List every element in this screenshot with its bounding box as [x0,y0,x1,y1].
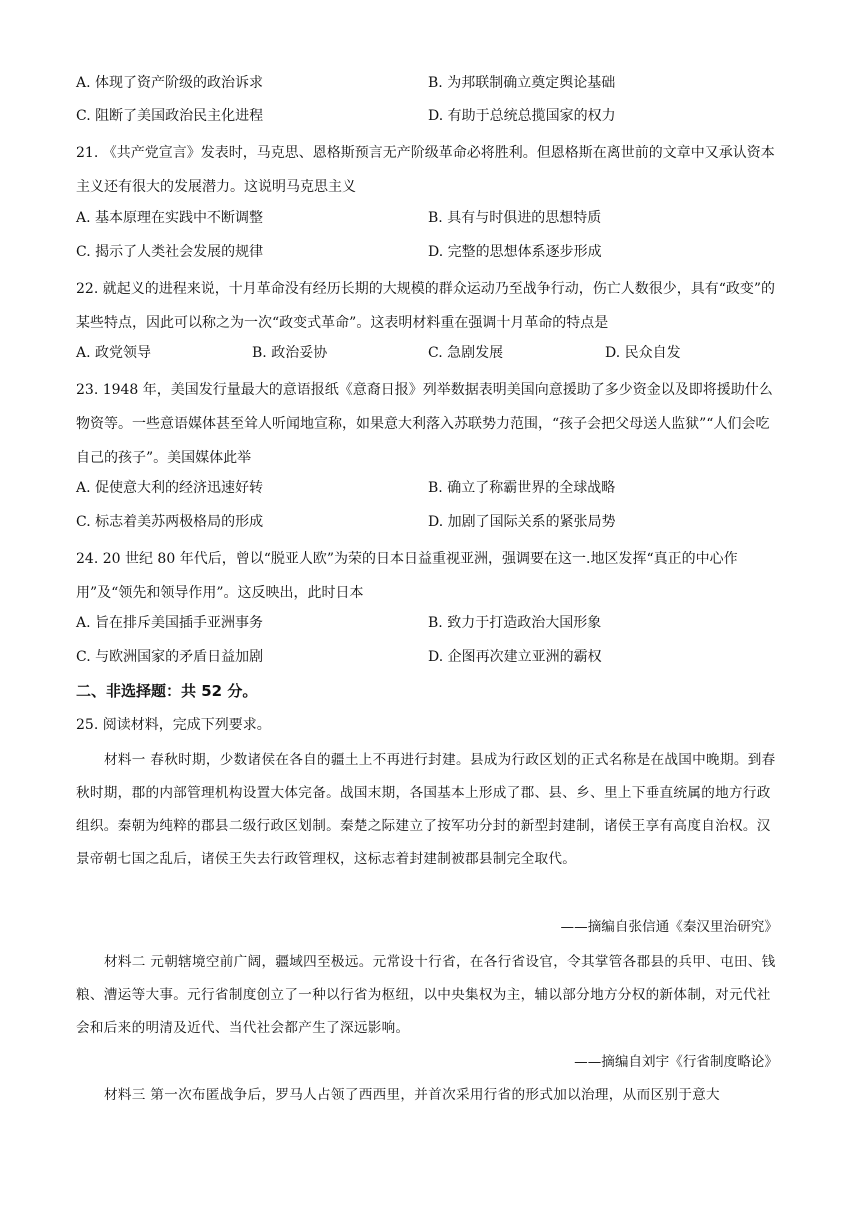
q23-stem: 23. 1948 年，美国发行量最大的意语报纸《意裔日报》列举数据表明美国向意援助了多少资金以及即将援助什么物资等。一些意语媒体甚至耸人听闻地宣称，如果意大利落入苏联势力范围，“孩子会把父母送人监狱”“人们会吃自己的孩子”。美国媒体此举 [76,382,773,466]
q25-material-3: 材料三 第一次布匿战争后，罗马人占领了西西里，并首次采用行省的形式加以治理，从而区别于意大 [104,1087,720,1103]
q25-source-2: ——摘编自刘宇《行省制度略论》 [574,1054,778,1070]
q24-options-row-1 [76,613,776,633]
q21-options-row-2 [76,242,776,262]
q24-options-row-2 [76,647,776,667]
q24-option-a[interactable]: A. 旨在排斥美国插手亚洲事务 [76,615,264,631]
q23-options-row-2 [76,512,776,532]
q24-option-d[interactable]: D. 企图再次建立亚洲的霸权 [428,649,602,665]
q25-material-1: 材料一 春秋时期，少数诸侯在各自的疆土上不再进行封建。县成为行政区划的正式名称是在战国中晚期。到春秋时期，郡的内部管理机构设置大体完备。战国末期，各国基本上形成了郡、县、乡、里上下垂直统属的地方行政组织。秦朝为纯粹的郡县二级行政区划制。秦楚之际建立了按军功分封的新型封建制，诸侯王享有高度自治权。汉景帝朝七国之乱后，诸侯王失去行政管理权，这标志着封建制被郡县制完全取代。 [76,752,776,867]
q20-option-a[interactable]: A. 体现了资产阶级的政治诉求 [76,75,264,91]
q24-option-b[interactable]: B. 致力于打造政治大国形象 [428,615,602,631]
q22-option-a[interactable]: A. 政党领导 [76,345,152,361]
q23-option-b[interactable]: B. 确立了称霸世界的全球战略 [428,480,616,496]
q21-option-b[interactable]: B. 具有与时俱进的思想特质 [428,210,602,226]
q20-option-c[interactable]: C. 阻断了美国政治民主化进程 [76,108,264,124]
q22-stem: 22. 就起义的进程来说，十月革命没有经历长期的大规模的群众运动乃至战争行动，伤亡人数很少，具有“政变”的某些特点，因此可以称之为一次“政变式革命”。这表明材料重在强调十月革命的特点是 [76,281,776,331]
q23-option-a[interactable]: A. 促使意大利的经济迅速好转 [76,480,264,496]
q25-material-2: 材料二 元朝辖境空前广阔，疆域四至极远。元常设十行省，在各行省设官，令其掌管各郡县的兵甲、屯田、钱粮、漕运等大事。元行省制度创立了一种以行省为枢纽，以中央集权为主，辅以部分地方分权的新体制，对元代社会和后来的明清及近代、当代社会都产生了深远影响。 [76,954,776,1036]
q24-stem: 24. 20 世纪 80 年代后，曾以“脱亚人欧”为荣的日本日益重视亚洲，强调要在这一.地区发挥“真正的中心作用”及“领先和领导作用”。这反映出，此时日本 [76,551,738,601]
q22-option-d[interactable]: D. 民众自发 [605,345,681,361]
q23-option-c[interactable]: C. 标志着美苏两极格局的形成 [76,514,264,530]
q20-options-row-2 [76,106,776,126]
q21-option-d[interactable]: D. 完整的思想体系逐步形成 [428,244,602,260]
q21-stem: 21. 《共产党宣言》发表时，马克思、恩格斯预言无产阶级革命必将胜利。但恩格斯在离世前的文章中又承认资本主义还有很大的发展潜力。这说明马克思主义 [76,145,775,195]
q24-option-c[interactable]: C. 与欧洲国家的矛盾日益加剧 [76,649,264,665]
q21-option-c[interactable]: C. 揭示了人类社会发展的规律 [76,244,264,260]
q23-options-row-1 [76,478,776,498]
q20-options-row-1 [76,73,776,93]
q22-option-b[interactable]: B. 政治妥协 [252,345,328,361]
q21-option-a[interactable]: A. 基本原理在实践中不断调整 [76,210,264,226]
q21-options-row-1 [76,208,776,228]
q20-option-d[interactable]: D. 有助于总统总揽国家的权力 [428,108,616,124]
q25-source-1: ——摘编自张信通《秦汉里治研究》 [560,919,778,935]
q25-stem: 25. 阅读材料，完成下列要求。 [76,717,271,733]
q22-options-row [76,343,776,363]
q20-option-b[interactable]: B. 为邦联制确立奠定舆论基础 [428,75,616,91]
section-title: 二、非选择题：共 52 分。 [76,682,258,700]
q23-option-d[interactable]: D. 加剧了国际关系的紧张局势 [428,514,616,530]
q22-option-c[interactable]: C. 急剧发展 [428,345,504,361]
